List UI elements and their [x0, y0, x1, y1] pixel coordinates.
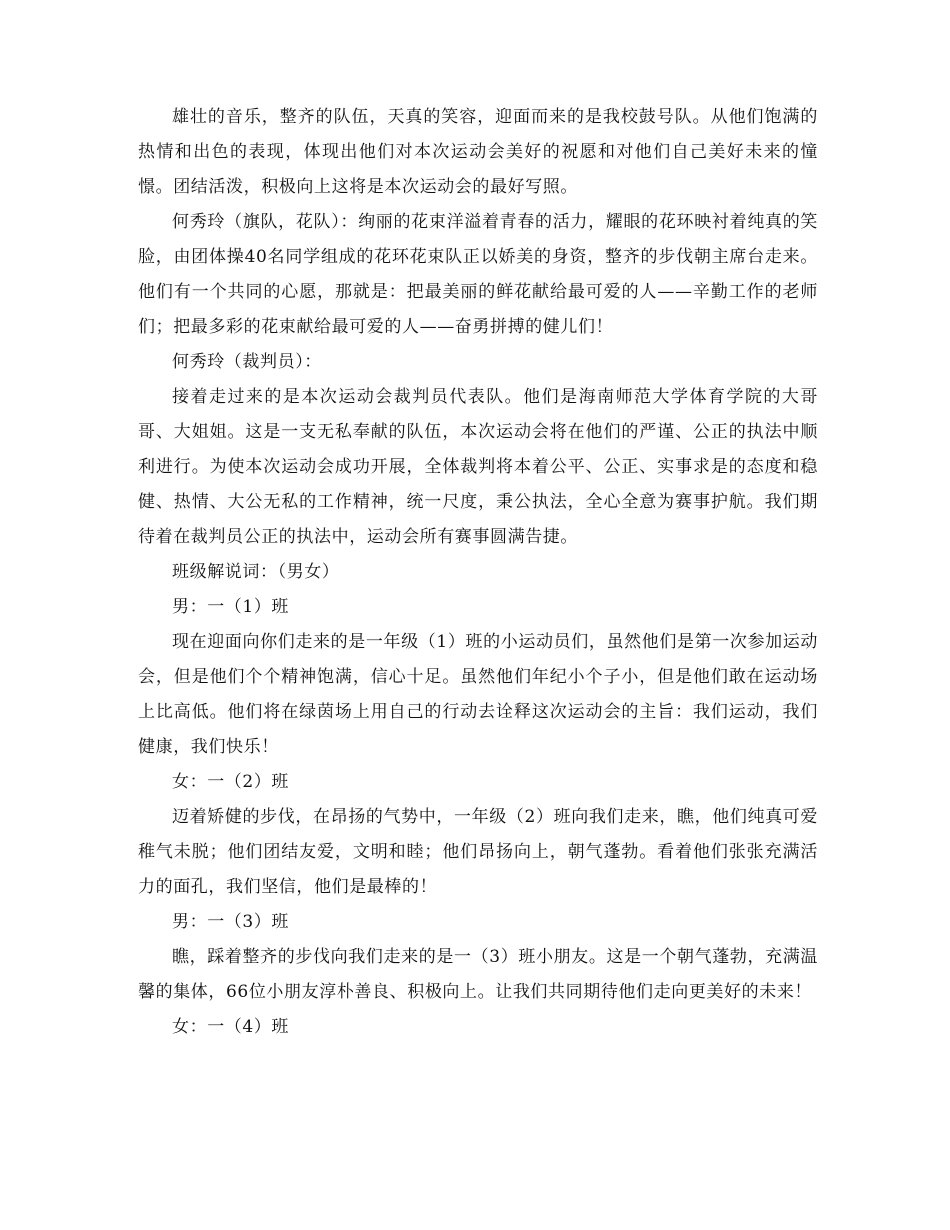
class-label-1-1: 男：一（1）班: [172, 597, 290, 617]
document-body: [138, 100, 818, 1045]
class-label-1-2: 女：一（2）班: [172, 772, 290, 792]
class-label-1-3: 男：一（3）班: [172, 912, 290, 932]
paragraph-flag-flower-team: 何秀玲（旗队，花队）：绚丽的花束洋溢着青春的活力，耀眼的花环映衬着纯真的笑脸，由团体操40名同学组成的花环花束队正以娇美的身资，整齐的步伐朝主席台走来。他们有一个共同的心愿，那就是：把最美丽的鲜花献给最可爱的人——辛勤工作的老师们；把最多彩的花束献给最可爱的人——奋勇拼搏的健儿们！: [138, 212, 818, 337]
paragraph-drum-band: 雄壮的音乐，整齐的队伍，天真的笑容，迎面而来的是我校鼓号队。从他们饱满的热情和出色的表现，体现出他们对本次运动会美好的祝愿和对他们自己美好未来的憧憬。团结活泼，积极向上这将是本次运动会的最好写照。: [138, 107, 818, 197]
paragraph-class-1-1: 现在迎面向你们走来的是一年级（1）班的小运动员们，虽然他们是第一次参加运动会，但是他们个个精神饱满，信心十足。虽然他们年纪小个子小，但是他们敢在运动场上比高低。他们将在绿茵场上用自己的行动去诠释这次运动会的主旨：我们运动，我们健康，我们快乐！: [138, 632, 818, 757]
paragraph-class-1-3: 瞧，踩着整齐的步伐向我们走来的是一（3）班小朋友。这是一个朝气蓬勃，充满温馨的集体，66位小朋友淳朴善良、积极向上。让我们共同期待他们走向更美好的未来！: [138, 947, 818, 1002]
class-label-1-4: 女：一（4）班: [172, 1017, 290, 1037]
speaker-label-referees: 何秀玲（裁判员）：: [172, 352, 322, 372]
section-label-class-commentary: 班级解说词：（男女）: [172, 562, 340, 582]
paragraph-class-1-2: 迈着矫健的步伐，在昂扬的气势中，一年级（2）班向我们走来，瞧，他们纯真可爱稚气未脱；他们团结友爱，文明和睦；他们昂扬向上，朝气蓬勃。看着他们张张充满活力的面孔，我们坚信，他们是最棒的！: [138, 807, 818, 897]
paragraph-referees: 接着走过来的是本次运动会裁判员代表队。他们是海南师范大学体育学院的大哥哥、大姐姐。这是一支无私奉献的队伍，本次运动会将在他们的严谨、公正的执法中顺利进行。为使本次运动会成功开展，全体裁判将本着公平、公正、实事求是的态度和稳健、热情、大公无私的工作精神，统一尺度，秉公执法，全心全意为赛事护航。我们期待着在裁判员公正的执法中，运动会所有赛事圆满告捷。: [138, 387, 818, 547]
